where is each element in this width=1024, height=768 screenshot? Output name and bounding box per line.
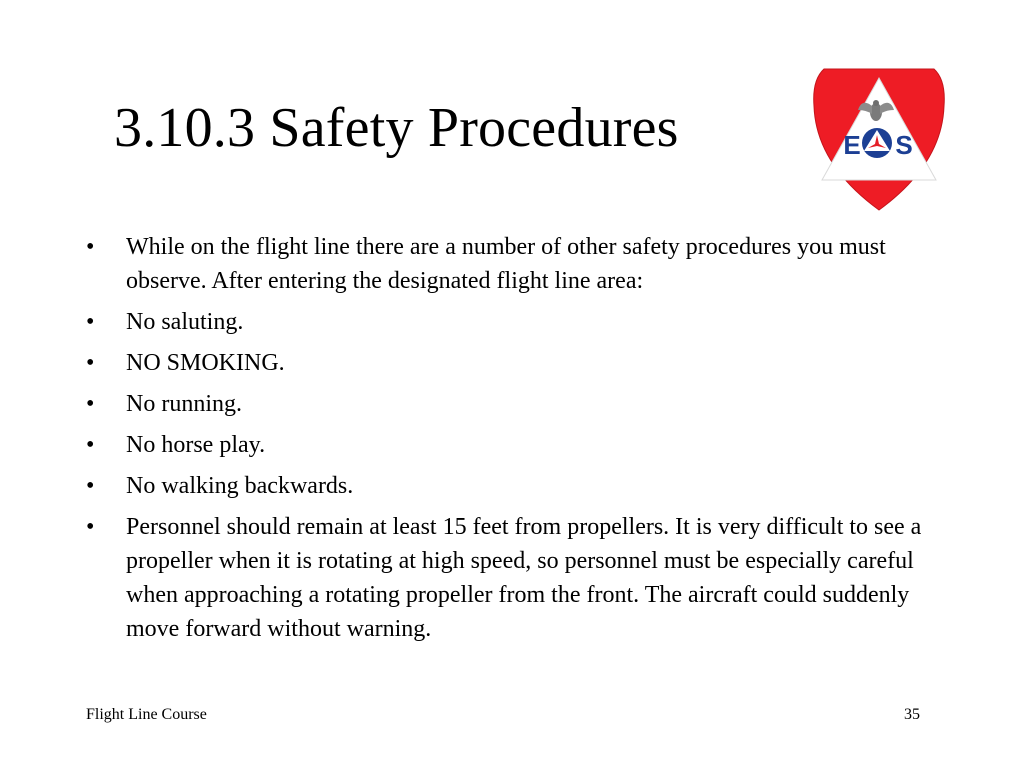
bullet-item (86, 346, 926, 380)
logo-letter-s: S (895, 130, 913, 160)
slide-title: 3.10.3 Safety Procedures (114, 97, 679, 159)
bullet-text: No horse play. (126, 432, 266, 458)
bullet-text: Personnel should remain at least 15 feet from propellers. It is very difficult to see a propeller when it is rotating at high speed, so personnel must be especially careful when approaching a rotating propeller from the front. The aircraft could suddenly move forward without warning. (126, 514, 922, 642)
bullet-marker: • (86, 473, 95, 499)
bullet-list (86, 230, 926, 653)
logo-letter-e: E (843, 130, 861, 160)
bullet-item (86, 510, 926, 646)
bullet-text: No walking backwards. (126, 473, 354, 499)
cap-propeller-icon (862, 128, 892, 158)
bullet-item (86, 230, 926, 298)
bullet-item (86, 387, 926, 421)
bullet-marker: • (86, 234, 95, 260)
footer-course-name: Flight Line Course (86, 706, 207, 723)
bullet-marker: • (86, 350, 95, 376)
bullet-item (86, 305, 926, 339)
bullet-text: No saluting. (126, 309, 244, 335)
footer-page-number: 35 (904, 706, 920, 723)
bullet-marker: • (86, 309, 95, 335)
bullet-item (86, 469, 926, 503)
bullet-marker: • (86, 391, 95, 417)
bullet-text: NO SMOKING. (126, 350, 285, 376)
bullet-text: No running. (126, 391, 242, 417)
bullet-text: While on the flight line there are a number of other safety procedures you must observe. After entering the designated flight line area: (126, 234, 886, 294)
bullet-marker: • (86, 432, 95, 458)
bullet-item (86, 428, 926, 462)
bullet-marker: • (86, 514, 95, 540)
es-shield-logo (810, 66, 948, 212)
